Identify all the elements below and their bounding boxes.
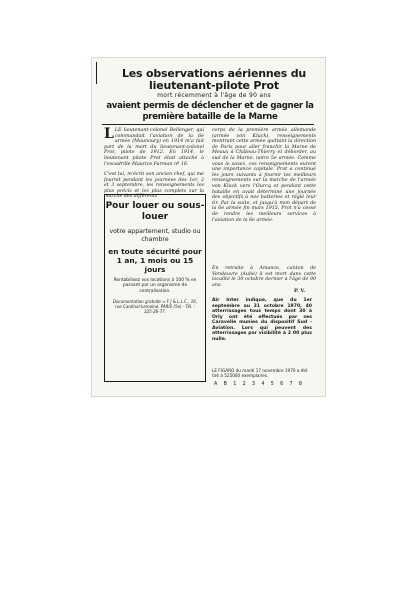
article-headline: Les observations aériennes du lieutenant-pilote Prot — [121, 67, 307, 92]
air-inter-note: Air Inter indique, que du 1er septembre au 31 octobre 1970, 40 atterrissages tous temps dont 30 à Orly ont été effectués par ses Caravelle munies du dispositif Sud - Aviation. Lors qui peuvent des atterrissages par visibilité à 2 00 plus nulle. — [212, 298, 312, 342]
rental-advertisement — [104, 194, 206, 382]
edition-code: A B 1 2 3 4 5 6 7 8 — [214, 382, 305, 387]
ad-line-3: Rentabilisez vos locations à 100 % en passant par un organisme de centralisation. — [113, 278, 197, 294]
article-column-1: LLE lieutenant-colonel Bellenger, qui commandait l'aviation de la 6e armée (Maunoury) en 1914 m'a fait part de la mort du lieutenant-colonel Prot, pilote de 1912. En 1914, le lieutenant pilote Prot était attaché à l'escadrille Maurice Farman nº 16. — [104, 126, 204, 167]
drop-cap: L — [104, 126, 114, 142]
ad-headline: Pour louer ou sous-louer — [105, 201, 205, 222]
article-column-2: corps de la première armée allemande (armée von Kluck), renseignements montrant cette armée quittant la direction de Paris pour aller franchir la Marne de Meaux à Château-Thierry et déborder, au sud de la Marne, notre 5e armée. Comme vous le savez, ces renseignements eurent une importance capitale. Prot a continué les jours suivants à fournir les meilleurs renseignements sur la marche de l'armée von Kluck vers l'Ourcq et pendant cette bataille en avait déterminé une journée des objectifs à nos batteries et réglé leur tir. Par la suite, et jusqu'à mon départ de la 6e armée fin mars 1915, Prot n'a cessé de rendre les meilleurs services à l'aviation de la 6e armée. — [212, 128, 316, 223]
article-signature: P. V. — [294, 288, 306, 294]
newspaper-clipping — [92, 58, 325, 396]
article-dek: mort récemment à l'âge de 90 ans — [157, 92, 271, 99]
article-subhead: avaient permis de déclencher et de gagner la première bataille de la Marne — [106, 101, 314, 122]
divider — [102, 124, 314, 125]
ad-line-1: votre appartement, studio ou chambre — [109, 228, 201, 243]
article-column-2b: En retraite à Amance, canton de Vendeuvre (Aube) il est mort dans cette localité le 30 octobre dernier à l'âge de 90 ans. — [212, 266, 316, 288]
ad-line-2: en toute sécurité pour 1 an, 1 mois ou 15 jours — [108, 247, 202, 274]
margin-mark — [96, 62, 97, 84]
article-column-1b: C'est lui, m'écrit son ancien chef, qui me fournit pendant les journées des 1er, 2 et 3 septembre, les renseignements les plus précis et les plus complets sur la marche des différents — [104, 172, 204, 200]
ad-line-4: Documentation gratuite ⇒ F J & L.L.C., 16, rue Cardinal-Lemoine, PARIS (5e) - Tél. : 325-26-77. — [112, 299, 198, 315]
print-run-footer: LE FIGARO du mardi 17 novembre 1970 a été tiré à 525000 exemplaires. — [212, 368, 308, 378]
